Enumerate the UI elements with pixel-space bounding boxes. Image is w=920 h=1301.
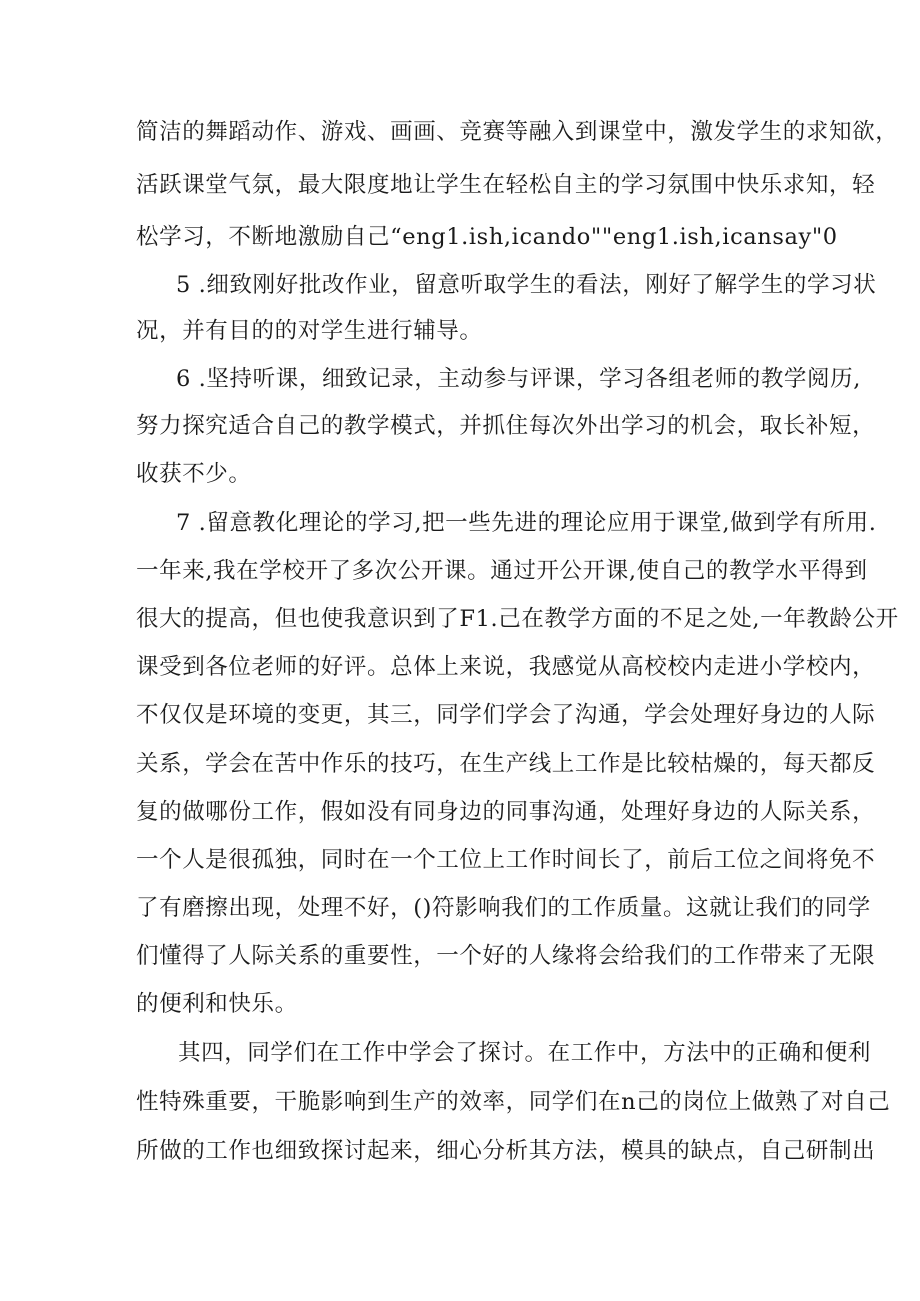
text-line: 5 .细致刚好批改作业，留意听取学生的看法，刚好了解学生的学习状 [176, 272, 877, 298]
text-line: 不仅仅是环境的变更，其三，同学们学会了沟通，学会处理好身边的人际 [136, 702, 876, 728]
text-line: 的便利和快乐。 [136, 991, 298, 1017]
text-line: 性特殊重要，干脆影响到生产的效率，同学们在n己的岗位上做熟了对自己 [136, 1089, 891, 1115]
text-line: 简洁的舞蹈动作、游戏、画画、竞赛等融入到课堂中，激发学生的求知欲， [136, 119, 899, 145]
text-line: 所做的工作也细致探讨起来，细心分析其方法，模具的缺点，自己研制出 [136, 1138, 876, 1164]
text-line: 活跃课堂气氛，最大限度地让学生在轻松自主的学习氛围中快乐求知，轻 [136, 172, 876, 198]
text-line: 收获不少。 [136, 461, 252, 487]
text-line: 7 .留意教化理论的学习,把一些先进的理论应用于课堂,做到学有所用. [176, 510, 877, 536]
text-line: 6 .坚持听课，细致记录，主动参与评课，学习各组老师的教学阅历, [176, 366, 861, 392]
text-line: 一个人是很孤独，同时在一个工位上工作时间长了，前后工位之间将免不 [136, 847, 876, 873]
text-line: 其四，同学们在工作中学会了探讨。在工作中，方法中的正确和便利 [178, 1040, 872, 1066]
text-line: 复的做哪份工作，假如没有同身边的同事沟通，处理好身边的人际关系， [136, 799, 876, 825]
text-line: 课受到各位老师的好评。总体上来说，我感觉从高校校内走进小学校内， [136, 654, 876, 680]
text-line: 一年来,我在学校开了多次公开课。通过开公开课,使自己的教学水平得到 [136, 558, 868, 584]
text-line: 松学习，不断地激励自己“eng1.ish,icando""eng1.ish,icansay"0 [136, 224, 838, 250]
text-line: 们懂得了人际关系的重要性，一个好的人缘将会给我们的工作带来了无限 [136, 943, 876, 969]
text-line: 努力探究适合自己的教学模式，并抓住每次外出学习的机会，取长补短， [136, 413, 876, 439]
text-line: 况，并有目的的对学生进行辅导。 [136, 318, 483, 344]
text-line: 很大的提高，但也使我意识到了F1.己在教学方面的不足之处,一年教龄公开 [136, 606, 899, 632]
text-line: 关系，学会在苦中作乐的技巧，在生产线上工作是比较枯燥的，每天都反 [136, 751, 876, 777]
text-line: 了有磨擦出现，处理不好，()符影响我们的工作质量。这就让我们的同学 [136, 895, 871, 921]
